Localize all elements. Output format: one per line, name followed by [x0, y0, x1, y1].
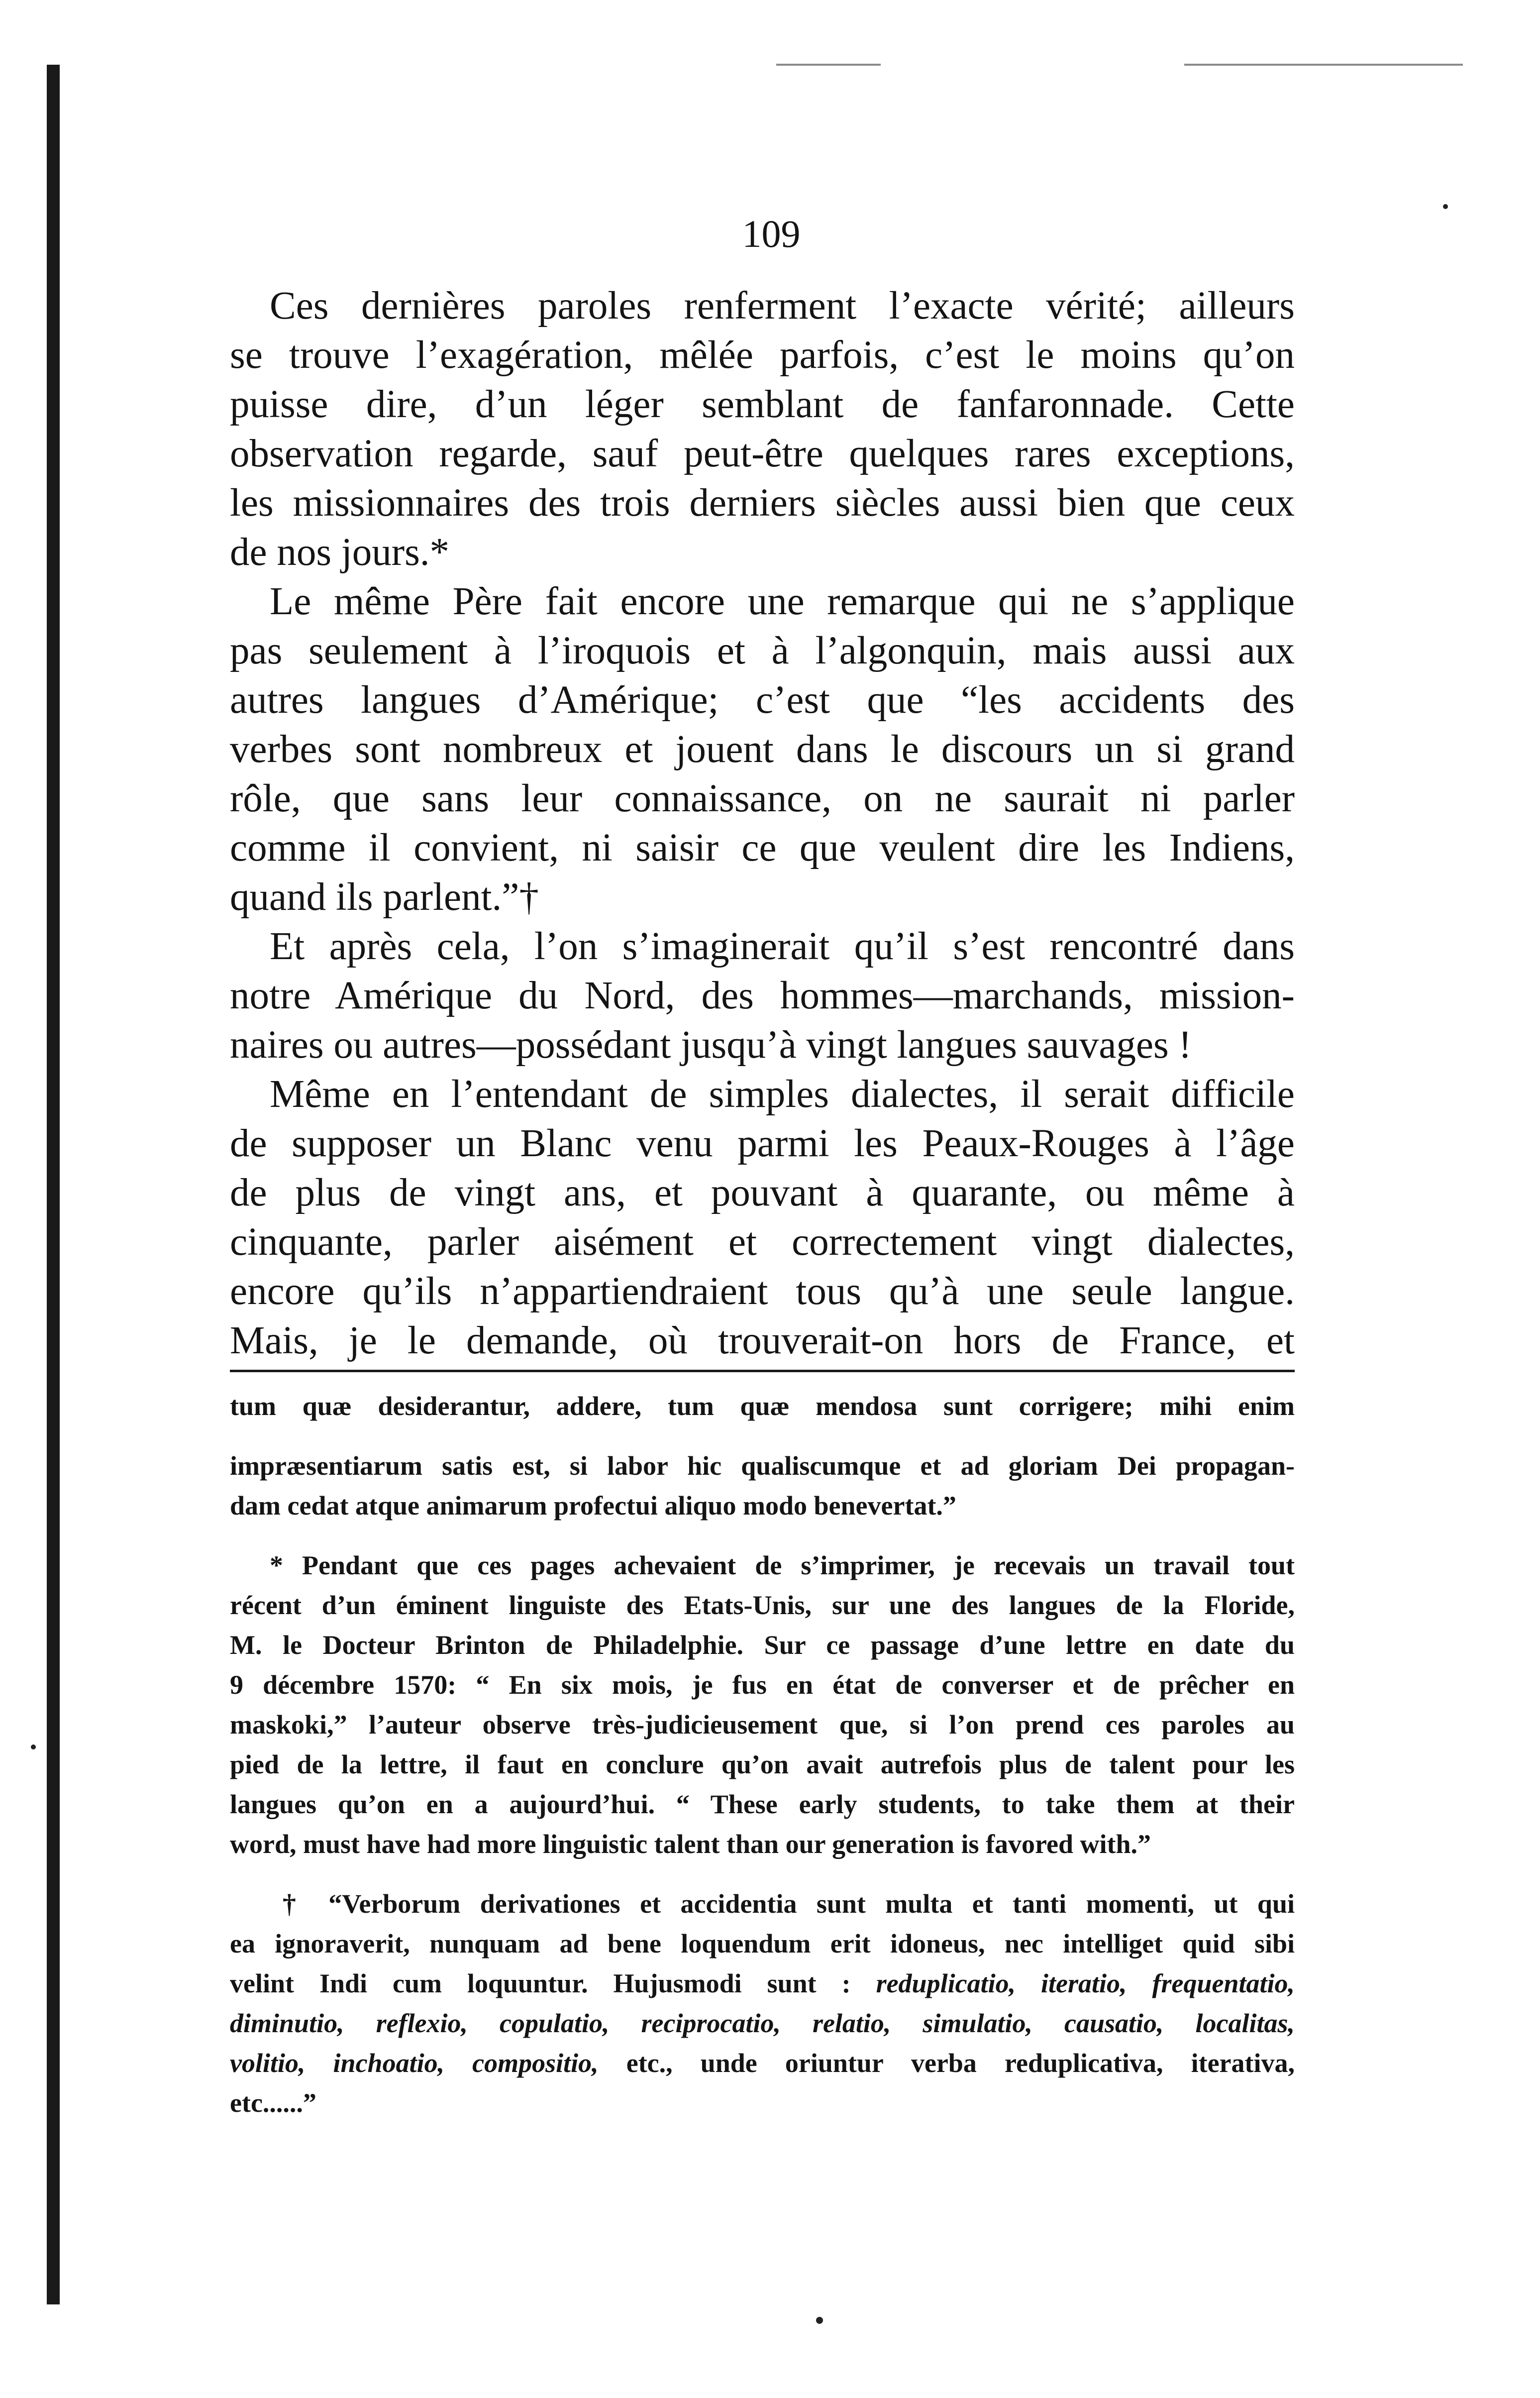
footnote-line: impræsentiarum satis est, si labor hic qualiscumque et ad gloriam Dei propagan-	[230, 1451, 1295, 1481]
text-line: observation regarde, sauf peut-être quelques rares exceptions,	[230, 432, 1295, 475]
scan-mark	[776, 64, 881, 66]
footnote-line: dam cedat atque animarum profectui aliquo modo benevertat.”	[230, 1491, 956, 1521]
text-line: comme il convient, ni saisir ce que veulent dire les Indiens,	[230, 826, 1295, 870]
scan-speck	[1443, 204, 1448, 209]
text-line: verbes sont nombreux et jouent dans le discours un si grand	[230, 728, 1295, 771]
footnote-line: velint Indi cum loquuntur. Hujusmodi sunt : reduplicatio, iteratio, frequentatio,	[230, 1968, 1295, 1998]
footnote-dagger	[230, 1884, 1295, 2123]
text-line: les missionnaires des trois derniers siècles aussi bien que ceux	[230, 481, 1295, 525]
footnote-line: tum quæ desiderantur, addere, tum quæ mendosa sunt corrigere; mihi enim	[230, 1391, 1295, 1421]
footnote-line: word, must have had more linguistic talent than our generation is favored with.”	[230, 1829, 1151, 1859]
footnote-line: M. le Docteur Brinton de Philadelphie. Sur ce passage d’une lettre en date du	[230, 1630, 1295, 1660]
page-number: 109	[742, 212, 801, 255]
footnote-line: ea ignoraverit, nunquam ad bene loquendum erit idoneus, nec intelliget quid sibi	[230, 1929, 1295, 1959]
text-line: de nos jours.*	[230, 531, 450, 574]
text-line: cinquante, parler aisément et correctement vingt dialectes,	[230, 1220, 1295, 1264]
text-line: notre Amérique du Nord, des hommes—marchands, mission-	[230, 974, 1295, 1017]
footnote-star	[230, 1545, 1295, 1864]
footnote-rule	[230, 1370, 1295, 1372]
footnote-continued	[230, 1386, 1295, 1526]
text-line: se trouve l’exagération, mêlée parfois, c’est le moins qu’on	[230, 333, 1295, 377]
text-line: Mais, je le demande, où trouverait-on hors de France, et	[230, 1319, 1295, 1362]
text-line: naires ou autres—possédant jusqu’à vingt langues sauvages !	[230, 1023, 1192, 1067]
footnote-line: volitio, inchoatio, compositio, etc., unde oriuntur verba reduplicativa, iterativa,	[230, 2048, 1295, 2078]
footnote-line: récent d’un éminent linguiste des Etats-Unis, sur une des langues de la Floride,	[230, 1590, 1295, 1620]
text-line: autres langues d’Amérique; c’est que “les accidents des	[230, 678, 1295, 722]
text-line: Ces dernières paroles renferment l’exacte vérité; ailleurs	[270, 284, 1295, 327]
text-line: pas seulement à l’iroquois et à l’algonquin, mais aussi aux	[230, 629, 1295, 672]
binding-edge	[47, 65, 60, 2304]
footnote-line: pied de la lettre, il faut en conclure qu’on avait autrefois plus de talent pour les	[230, 1749, 1295, 1779]
text-line: Et après cela, l’on s’imaginerait qu’il s’est rencontré dans	[270, 925, 1295, 968]
scan-mark	[1184, 64, 1463, 66]
text-line: encore qu’ils n’appartiendraient tous qu’à une seule langue.	[230, 1270, 1295, 1313]
footnote-line: diminutio, reflexio, copulatio, reciprocatio, relatio, simulatio, causatio, localitas,	[230, 2008, 1295, 2038]
footnote-line: † “Verborum derivationes et accidentia sunt multa et tanti momenti, ut qui	[270, 1889, 1295, 1919]
scan-speck	[816, 2317, 823, 2324]
text-line: puisse dire, d’un léger semblant de fanfaronnade. Cette	[230, 383, 1295, 426]
footnotes	[230, 1386, 1295, 2143]
text-line: rôle, que sans leur connaissance, on ne saurait ni parler	[230, 777, 1295, 820]
text-line: de plus de vingt ans, et pouvant à quarante, ou même à	[230, 1171, 1295, 1214]
footnote-line: langues qu’on en a aujourd’hui. “ These early students, to take them at their	[230, 1789, 1295, 1819]
scan-speck	[31, 1744, 36, 1749]
footnote-line: 9 décembre 1570: “ En six mois, je fus en état de converser et de prêcher en	[230, 1670, 1295, 1700]
text-line: Même en l’entendant de simples dialectes, il serait difficile	[270, 1073, 1295, 1116]
text-line: de supposer un Blanc venu parmi les Peaux-Rouges à l’âge	[230, 1122, 1295, 1165]
footnote-line: maskoki,” l’auteur observe très-judicieusement que, si l’on prend ces paroles au	[230, 1710, 1295, 1740]
main-text	[230, 281, 1295, 1365]
text-line: quand ils parlent.”†	[230, 875, 539, 919]
footnote-line: * Pendant que ces pages achevaient de s’imprimer, je recevais un travail tout	[270, 1550, 1295, 1580]
text-line: Le même Père fait encore une remarque qui ne s’applique	[270, 580, 1295, 623]
footnote-line: etc......”	[230, 2088, 316, 2118]
